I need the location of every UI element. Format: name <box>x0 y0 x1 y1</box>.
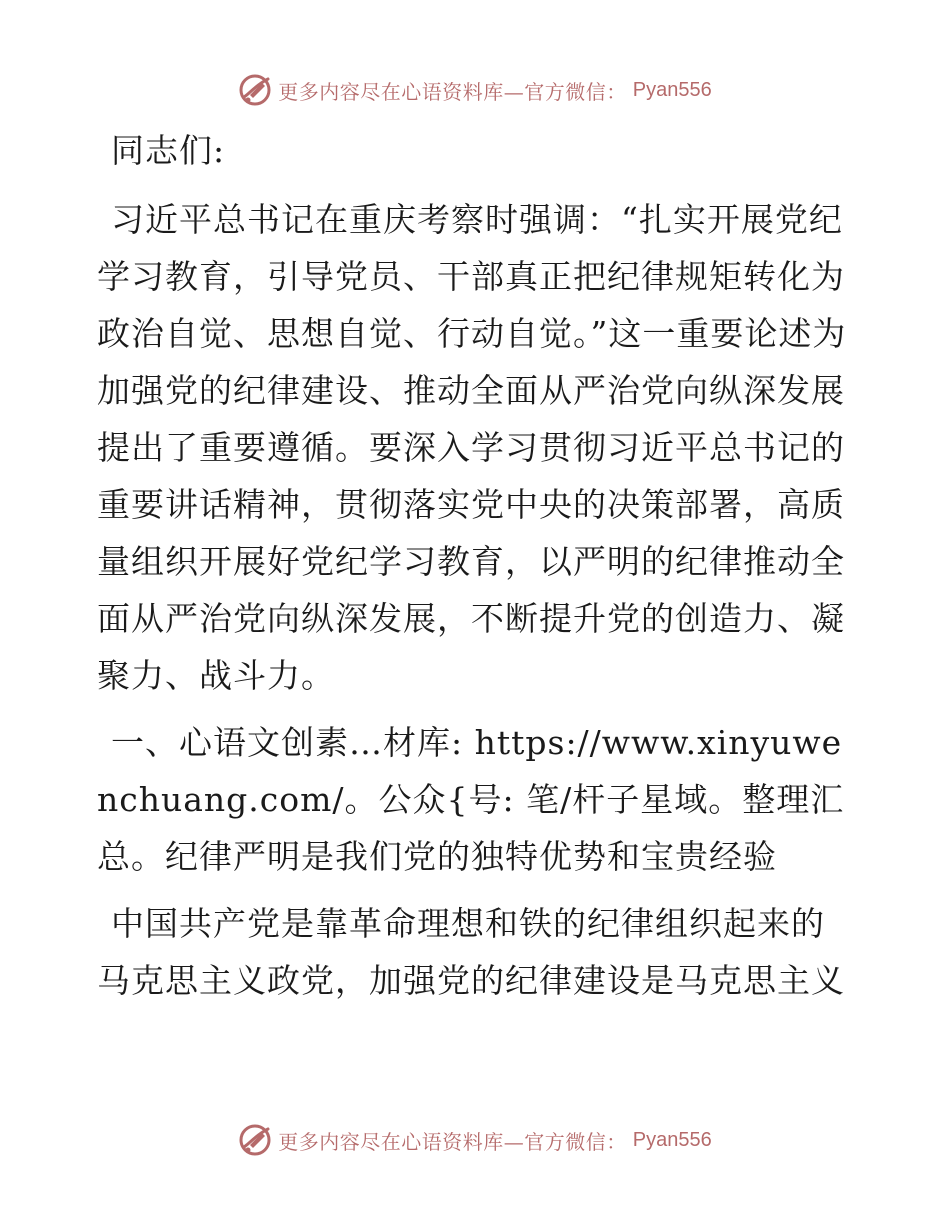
paragraph-2: 一、心语文创素…材库: https://www.xinyuwenchuang.com/。公众{号: 笔/杆子星域。整理汇总。纪律严明是我们党的独特优势和宝贵经验 <box>97 723 845 876</box>
header-watermark <box>0 70 950 110</box>
footer-watermark <box>0 1120 950 1160</box>
paragraph-1: 习近平总书记在重庆考察时强调：“扎实开展党纪学习教育，引导党员、干部真正把纪律规矩转化为政治自觉、思想自觉、行动自觉。”这一重要论述为加强党的纪律建设、推动全面从严治党向纵深发展提出了重要遵循。要深入学习贯彻习近平总书记的重要讲话精神，贯彻落实党中央的决策部署，高质量组织开展好党纪学习教育，以严明的纪律推动全面从严治党向纵深发展，不断提升党的创造力、凝聚力、战斗力。 <box>97 200 847 695</box>
document-body <box>97 122 857 1019</box>
watermark-id: Pyan556 <box>632 78 712 101</box>
pen-logo-icon <box>238 73 272 107</box>
watermark-text: 更多内容尽在心语资料库—官方微信： <box>278 1129 627 1154</box>
pen-logo-icon <box>238 1123 272 1157</box>
paragraph-3: 中国共产党是靠革命理想和铁的纪律组织起来的马克思主义政党，加强党的纪律建设是马克思主义 <box>97 904 845 1000</box>
watermark-id: Pyan556 <box>632 1128 712 1151</box>
salutation: 同志们: <box>111 131 226 170</box>
watermark-text: 更多内容尽在心语资料库—官方微信： <box>278 79 627 104</box>
